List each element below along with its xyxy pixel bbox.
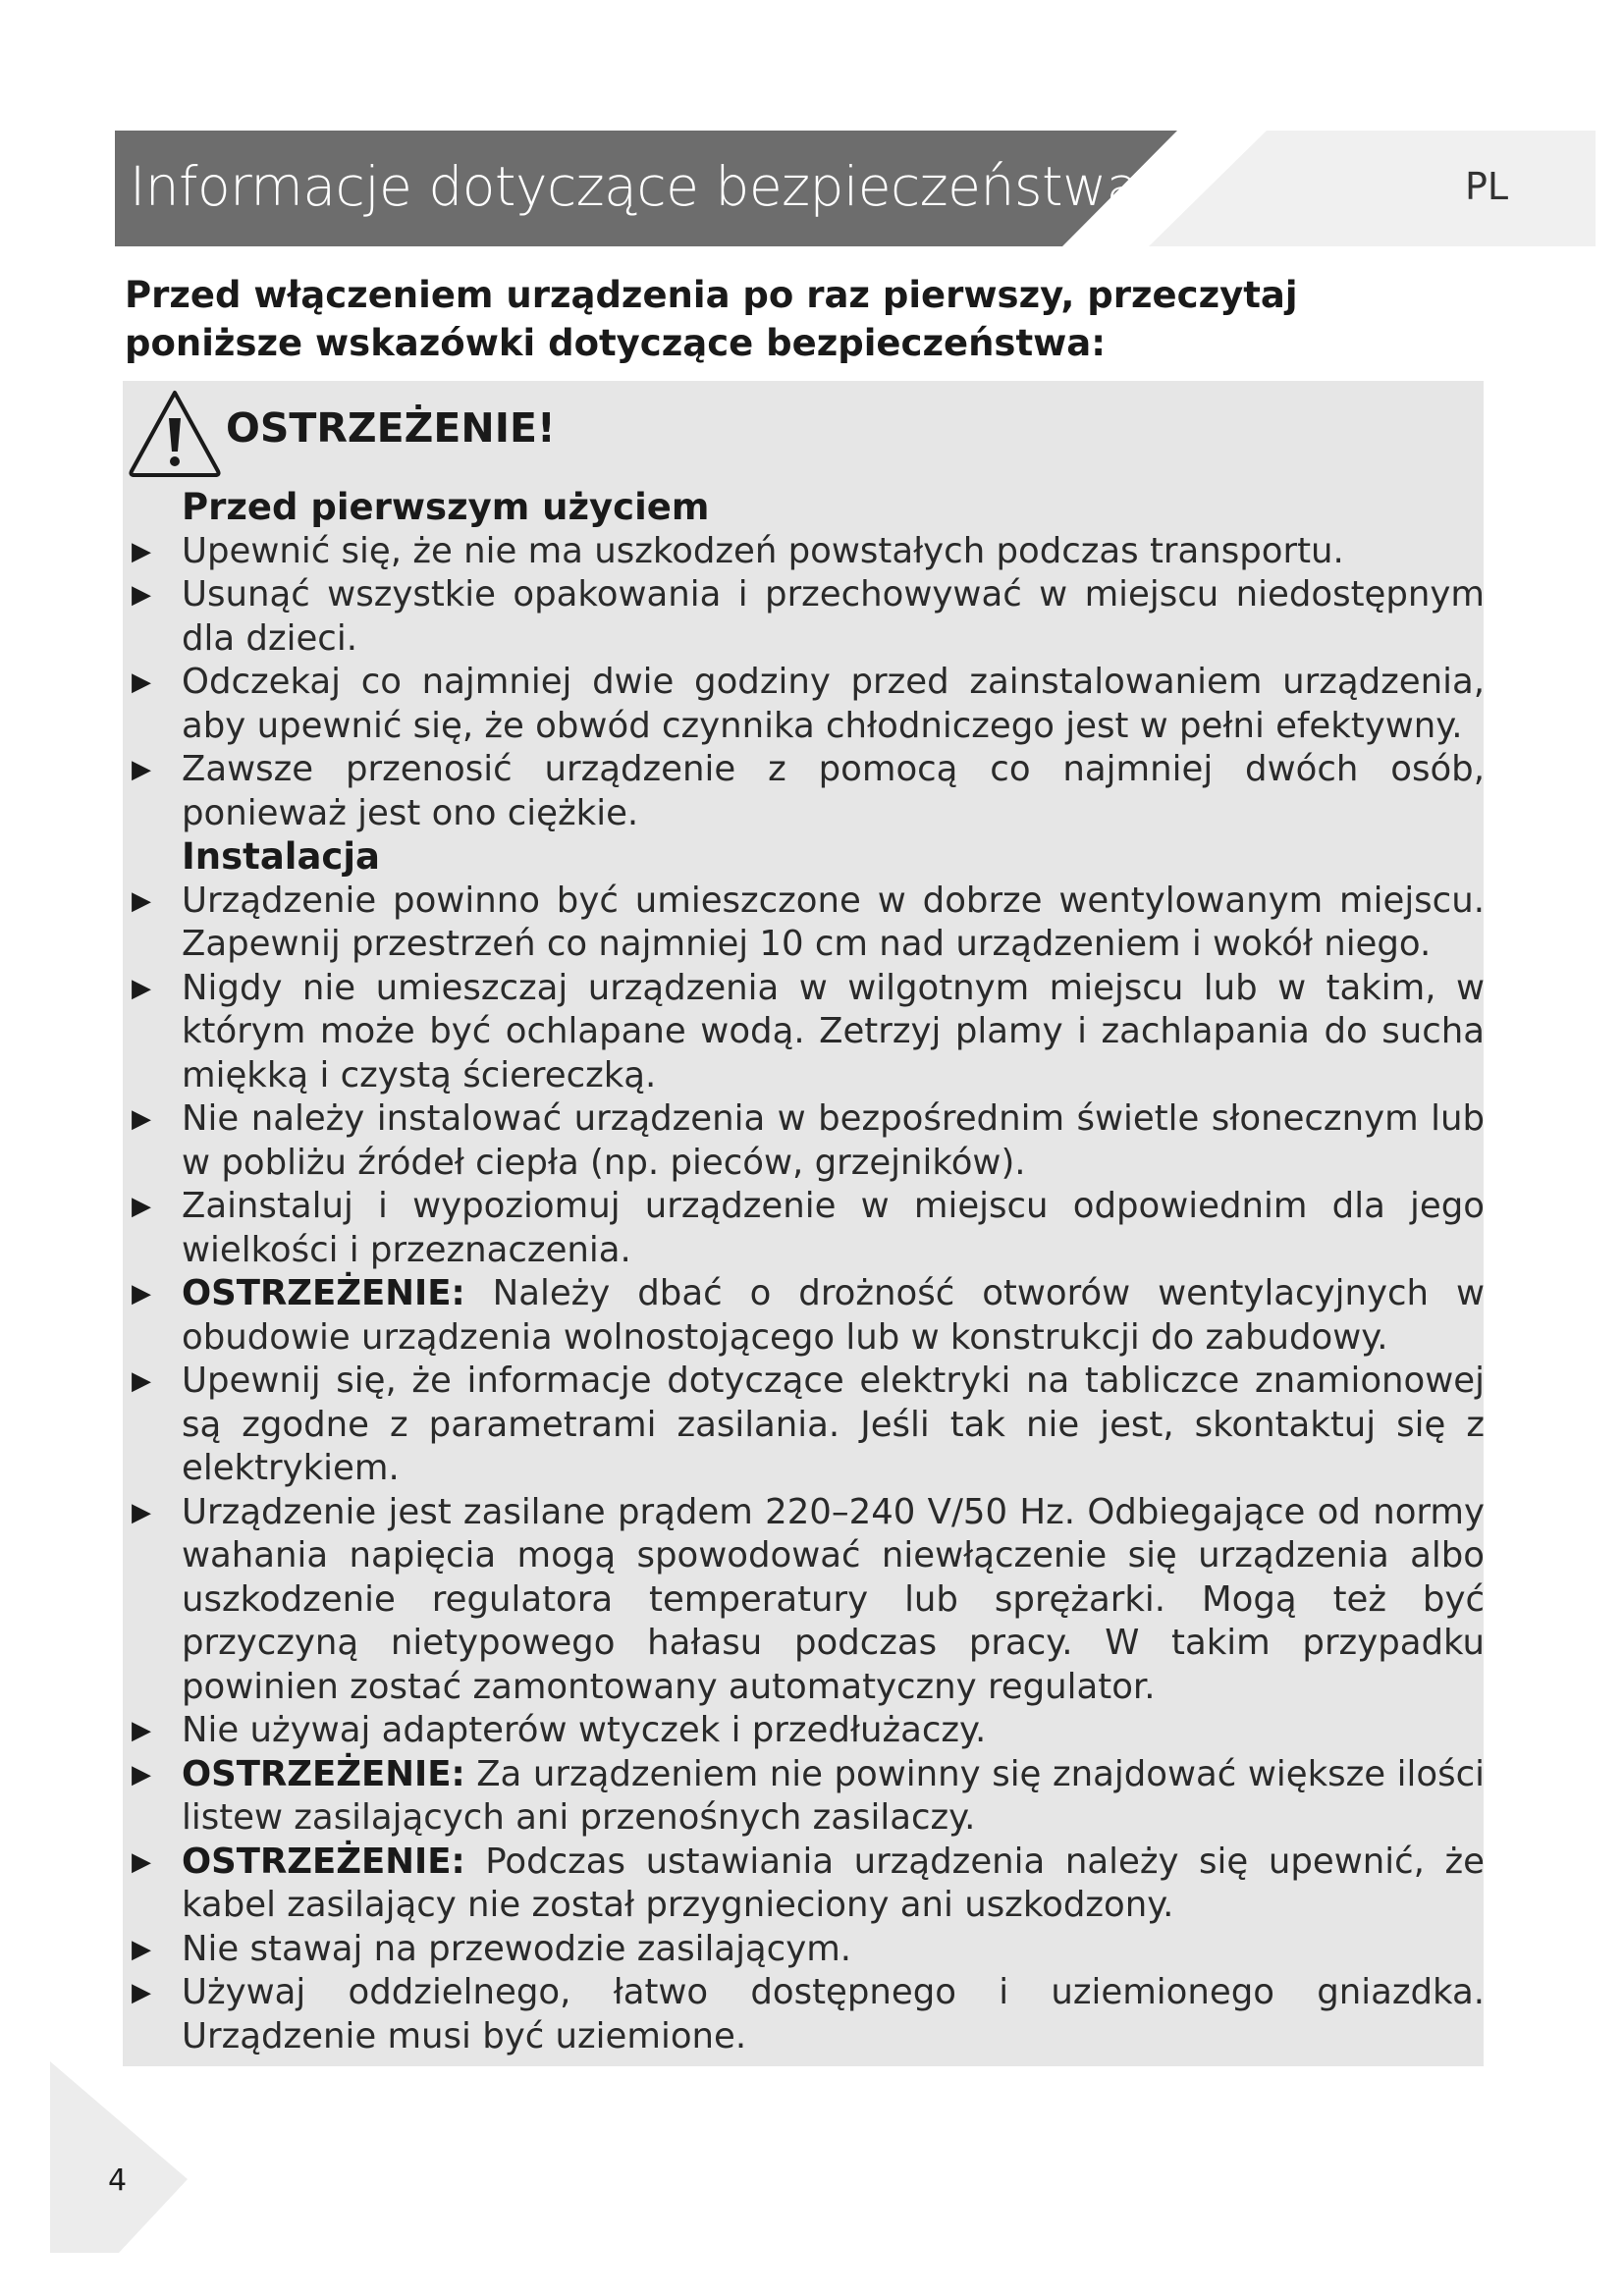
list-item [132,1360,1485,1491]
list-item [132,1272,1485,1360]
list-item-text: Nie stawaj na przewodzie zasilającym. [182,1928,852,1969]
intro-text: Przed włączeniem urządzenia po raz pierwszy, przeczytaj poniższe wskazówki dotyczące bezpieczeństwa: [125,274,1298,364]
warning-prefix: OSTRZEŻENIE: [182,1841,465,1882]
list-item-text: Za urządzeniem nie powinny się znajdować większe ilości listew zasilających ani przenośnych zasilaczy. [182,1753,1485,1838]
list-item [132,880,1485,967]
safety-instructions [132,486,1485,2058]
list-item-text: Nigdy nie umieszczaj urządzenia w wilgotnym miejscu lub w takim, w którym może być ochlapane wodą. Zetrzyj plamy i zachlapania do sucha miękką i czystą ściereczką. [182,967,1485,1095]
list-item [132,1491,1485,1710]
page-title: Informacje dotyczące bezpieczeństwa [130,155,1139,218]
section-heading: Przed pierwszym użyciem [182,486,710,528]
list-item [132,573,1485,661]
list-item-text: Należy dbać o drożność otworów wentylacyjnych w obudowie urządzenia wolnostojącego lub w konstrukcji do zabudowy. [182,1273,1485,1358]
list-item [132,1185,1485,1272]
list-item-text: Zawsze przenosić urządzenie z pomocą co najmniej dwóch osób, ponieważ jest ono ciężkie. [182,749,1485,833]
warning-prefix: OSTRZEŻENIE: [182,1273,465,1313]
page-number: 4 [108,2163,128,2198]
list-item-text: Urządzenie powinno być umieszczone w dobrze wentylowanym miejscu. Zapewnij przestrzeń co najmniej 10 cm nad urządzeniem i wokół niego. [182,880,1485,964]
list-item-text: Odczekaj co najmniej dwie godziny przed zainstalowaniem urządzenia, aby upewnić się, że obwód czynnika chłodniczego jest w pełni efektywny. [182,662,1485,746]
language-tab [1149,131,1596,246]
list-item-text: Urządzenie jest zasilane prądem 220–240 V/50 Hz. Odbiegające od normy wahania napięcia mogą spowodować niewłączenie się urządzenia albo uszkodzenie regulatora temperatury lub sprężarki. Mogą też być przyczyną nietypowego hałasu podczas pracy. W takim przypadku powinien zostać zamontowany automatyczny regulator. [182,1491,1485,1707]
list-item [132,748,1485,835]
section-heading: Instalacja [182,835,381,878]
list-item-text: Upewnić się, że nie ma uszkodzeń powstałych podczas transportu. [182,530,1344,571]
warning-prefix: OSTRZEŻENIE: [182,1753,465,1794]
warning-title: OSTRZEŻENIE! [226,404,556,452]
list-item [132,1971,1485,2058]
list-item-text: Zainstaluj i wypoziomuj urządzenie w miejscu odpowiednim dla jego wielkości i przeznaczenia. [182,1186,1485,1270]
warning-triangle-icon [126,387,224,485]
list-item [132,1709,1485,1753]
list-item [132,1097,1485,1185]
list-item [132,661,1485,748]
list-item-text: Nie należy instalować urządzenia w bezpośrednim świetle słonecznym lub w pobliżu źródeł ciepła (np. pieców, grzejników). [182,1098,1485,1183]
list-item-text: Podczas ustawiania urządzenia należy się upewnić, że kabel zasilający nie został przygnieciony ani uszkodzony. [182,1841,1485,1925]
list-item [132,530,1485,574]
list-item [132,1753,1485,1841]
list-item [132,1841,1485,1928]
list-item-text: Nie używaj adapterów wtyczek i przedłużaczy. [182,1710,987,1750]
list-item [132,967,1485,1098]
language-label: PL [1465,165,1509,208]
list-item-text: Upewnij się, że informacje dotyczące elektryki na tabliczce znamionowej są zgodne z parametrami zasilania. Jeśli tak nie jest, skontaktuj się z elektrykiem. [182,1361,1485,1488]
list-item [132,1928,1485,1972]
list-item-text: Używaj oddzielnego, łatwo dostępnego i uziemionego gniazdka. Urządzenie musi być uziemione. [182,1972,1485,2056]
list-item-text: Usunąć wszystkie opakowania i przechowywać w miejscu niedostępnym dla dzieci. [182,574,1485,659]
